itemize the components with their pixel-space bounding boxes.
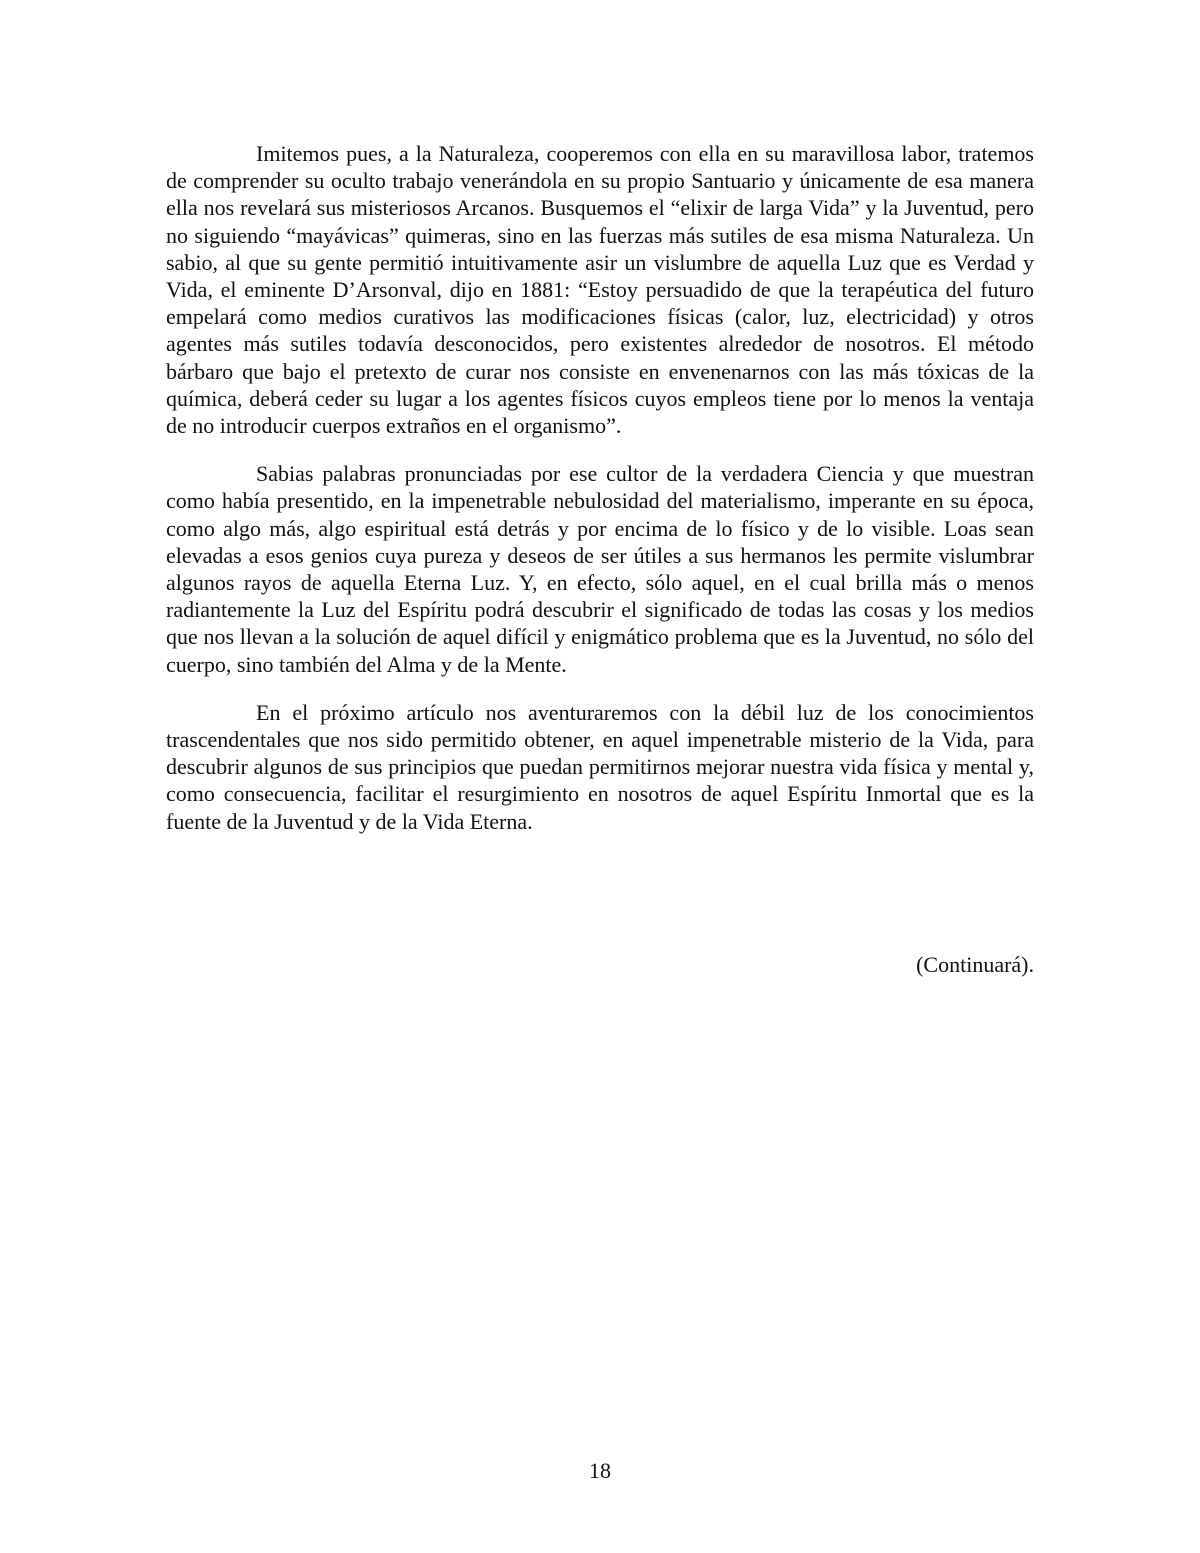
paragraph-1: Imitemos pues, a la Naturaleza, cooperemos con ella en su maravillosa labor, tratemos de comprender su oculto trabajo venerándola en su propio Santuario y únicamente de esa manera ella nos revelará sus misteriosos Arcanos. Busquemos el “elixir de larga Vida” y la Juventud, pero no siguiendo “mayávicas” quimeras, sino en las fuerzas más sutiles de esa misma Naturaleza. Un sabio, al que su gente permitió intuitivamente asir un vislumbre de aquella Luz que es Verdad y Vida, el eminente D’Arsonval, dijo en 1881: “Estoy persuadido de que la terapéutica del futuro empelará como medios curativos las modificaciones físicas (calor, luz, electricidad) y otros agentes más sutiles todavía desconocidos, pero existentes alrededor de nosotros. El método bárbaro que bajo el pretexto de curar nos consiste en envenenarnos con las más tóxicas de la química, deberá ceder su lugar a los agentes físicos cuyos empleos tiene por lo menos la ventaja de no introducir cuerpos extraños en el organismo”.: [166, 141, 1034, 439]
body-text: [166, 140, 1034, 856]
page-number: 18: [589, 1458, 611, 1483]
continuation-note: (Continuará).: [916, 952, 1034, 977]
paragraph-2: Sabias palabras pronunciadas por ese cultor de la verdadera Ciencia y que muestran como había presentido, en la impenetrable nebulosidad del materialismo, imperante en su época, como algo más, algo espiritual está detrás y por encima de lo físico y de lo visible. Loas sean elevadas a esos genios cuya pureza y deseos de ser útiles a sus hermanos les permite vislumbrar algunos rayos de aquella Eterna Luz. Y, en efecto, sólo aquel, en el cual brilla más o menos radiantemente la Luz del Espíritu podrá descubrir el significado de todas las cosas y los medios que nos llevan a la solución de aquel difícil y enigmático problema que es la Juventud, no sólo del cuerpo, sino también del Alma y de la Mente.: [166, 461, 1034, 677]
paragraph-3: En el próximo artículo nos aventuraremos con la débil luz de los conocimientos trascendentales que nos sido permitido obtener, en aquel impenetrable misterio de la Vida, para descubrir algunos de sus principios que puedan permitirnos mejorar nuestra vida física y mental y, como consecuencia, facilitar el resurgimiento en nosotros de aquel Espíritu Inmortal que es la fuente de la Juventud y de la Vida Eterna.: [166, 699, 1034, 834]
